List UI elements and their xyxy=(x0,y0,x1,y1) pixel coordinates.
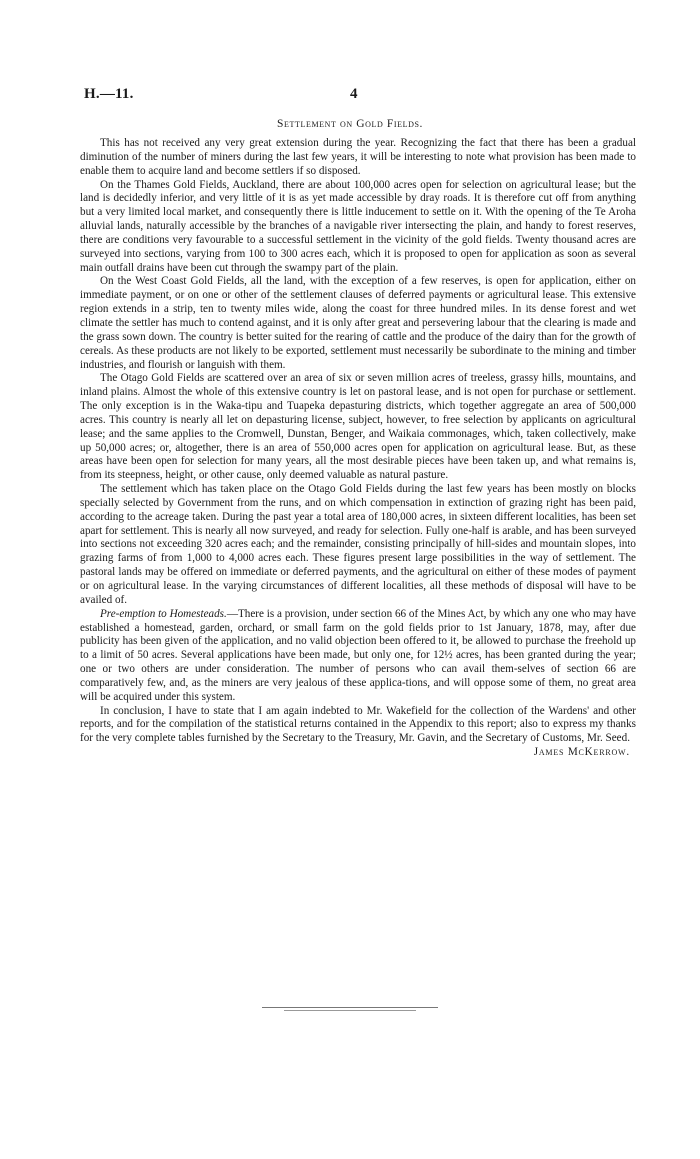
body-text xyxy=(80,137,636,760)
paragraph-thames: On the Thames Gold Fields, Auckland, there are about 100,000 acres open for selection on agricultural lease; but the land is decidedly inferior, and very little of it is as yet made accessible by dray roads. It is therefore cut off from anything but a very limited local market, and consequently there is little inducement to settle on it. With the opening of the Te Aroha alluvial lands, naturally accessible by the branches of a navigable river intersecting the plain, and handy to forest reserves, there are conditions very favourable to a successful settlement in the vicinity of the gold fields. Twenty thousand acres are surveyed into sections, varying from 100 to 300 acres each, which it is proposed to open for application as soon as several main outfall drains have been cut through the swampy part of the plain. xyxy=(80,178,636,274)
footer-rule-line xyxy=(284,1010,416,1011)
footer-rule-line xyxy=(262,1007,438,1008)
paragraph-preemption-text: —There is a provision, under section 66 of the Mines Act, by which any one who may have established a homestead, garden, orchard, or small farm on the gold fields prior to 1st January, 1878, may, after due publicity has been given of the application, and no valid objection been offered to it, be allowed to purchase the freehold up to a limit of 50 acres. Several applications have been made, but only one, for 12½ acres, has been granted during the year; one or two others are under consideration. The number of persons who can avail them-selves of section 66 are comparatively few, and, as the miners are very jealous of these applica-tions, and will oppose some of them, no great area will be acquired under this system. xyxy=(80,607,636,703)
preemption-heading: Pre-emption to Homesteads. xyxy=(100,607,227,620)
paragraph-west-coast: On the West Coast Gold Fields, all the land, with the exception of a few reserves, is open for application, either on immediate payment, or on one or other of the settlement clauses of deferred payments or agricultural lease. This extensive region extends in a strip, ten to twenty miles wide, along the coast for three hundred miles. In its dense forest and wet climate the settler has much to contend against, and it is only after great and persevering labour that the clearing is made and the grass sown down. The country is better suited for the rearing of cattle and the produce of the dairy than for the growth of cereals. As these products are not likely to be exported, settlement must necessarily be subordinate to the mining and timber industries, and flourish or languish with them. xyxy=(80,275,636,371)
section-title: Settlement on Gold Fields. xyxy=(277,118,423,130)
paragraph-otago: The Otago Gold Fields are scattered over an area of six or seven million acres of treeless, grassy hills, mountains, and inland plains. Almost the whole of this extensive country is let on pastoral lease, and is not open for purchase or settlement. The only exception is in the Waka-tipu and Tuapeka depasturing districts, which together aggregate an area of 500,000 acres. This country is nearly all let on depasturing license, subject, however, to free selection by applicants on agricultural lease; and the same applies to the Cromwell, Dunstan, Benger, and Waikaia commonages, which, taken collectively, make up 50,000 acres; or, altogether, there is an area of 550,000 acres open for application on agricultural lease. But, as these areas have been open for selection for many years, all the most desirable pieces have been taken up, and what remains is, from its steepness, height, or other cause, only deemed valuable as natural pasture. xyxy=(80,372,636,482)
page-header xyxy=(84,86,644,108)
page-number: 4 xyxy=(350,86,358,102)
paragraph-preemption xyxy=(80,608,636,705)
signature: James McKerrow. xyxy=(533,746,630,759)
paragraph-otago-settlement: The settlement which has taken place on the Otago Gold Fields during the last few years has been mostly on blocks specially selected by Government from the runs, and on which compensation in extinction of grazing right has been paid, according to the acreage taken. During the past year a total area of 180,000 acres, in sixteen different localities, has been set apart for settlement. This is nearly all now surveyed, and ready for selection. Fully one-half is arable, and has been surveyed into sections not exceeding 320 acres each; and the remainder, consisting principally of hill-sides and mountain slopes, into grazing farms of from 1,000 to 4,000 acres each. These figures present large possibilities in the way of settlement. The pastoral lands may be offered on immediate or deferred payments, and the agricultural on either of these modes of payment or on agricultural lease. In the varying circumstances of different localities, all these methods of disposal will have to be availed of. xyxy=(80,483,636,606)
footer-rule xyxy=(262,1007,438,1012)
paragraph-conclusion: In conclusion, I have to state that I am again indebted to Mr. Wakefield for the collection of the Wardens' and other reports, and for the compilation of the statistical returns contained in the Appendix to this report; also to express my thanks for the very complete tables furnished by the Secretary to the Treasury, Mr. Gavin, and the Secretary of Customs, Mr. Seed. xyxy=(80,704,636,745)
paragraph-intro: This has not received any very great extension during the year. Recognizing the fact that there has been a gradual diminution of the number of miners during the last few years, it will be interesting to note what provision has been made to enable them to acquire land and become settlers if so disposed. xyxy=(80,137,636,177)
document-reference: H.—11. xyxy=(84,86,134,102)
